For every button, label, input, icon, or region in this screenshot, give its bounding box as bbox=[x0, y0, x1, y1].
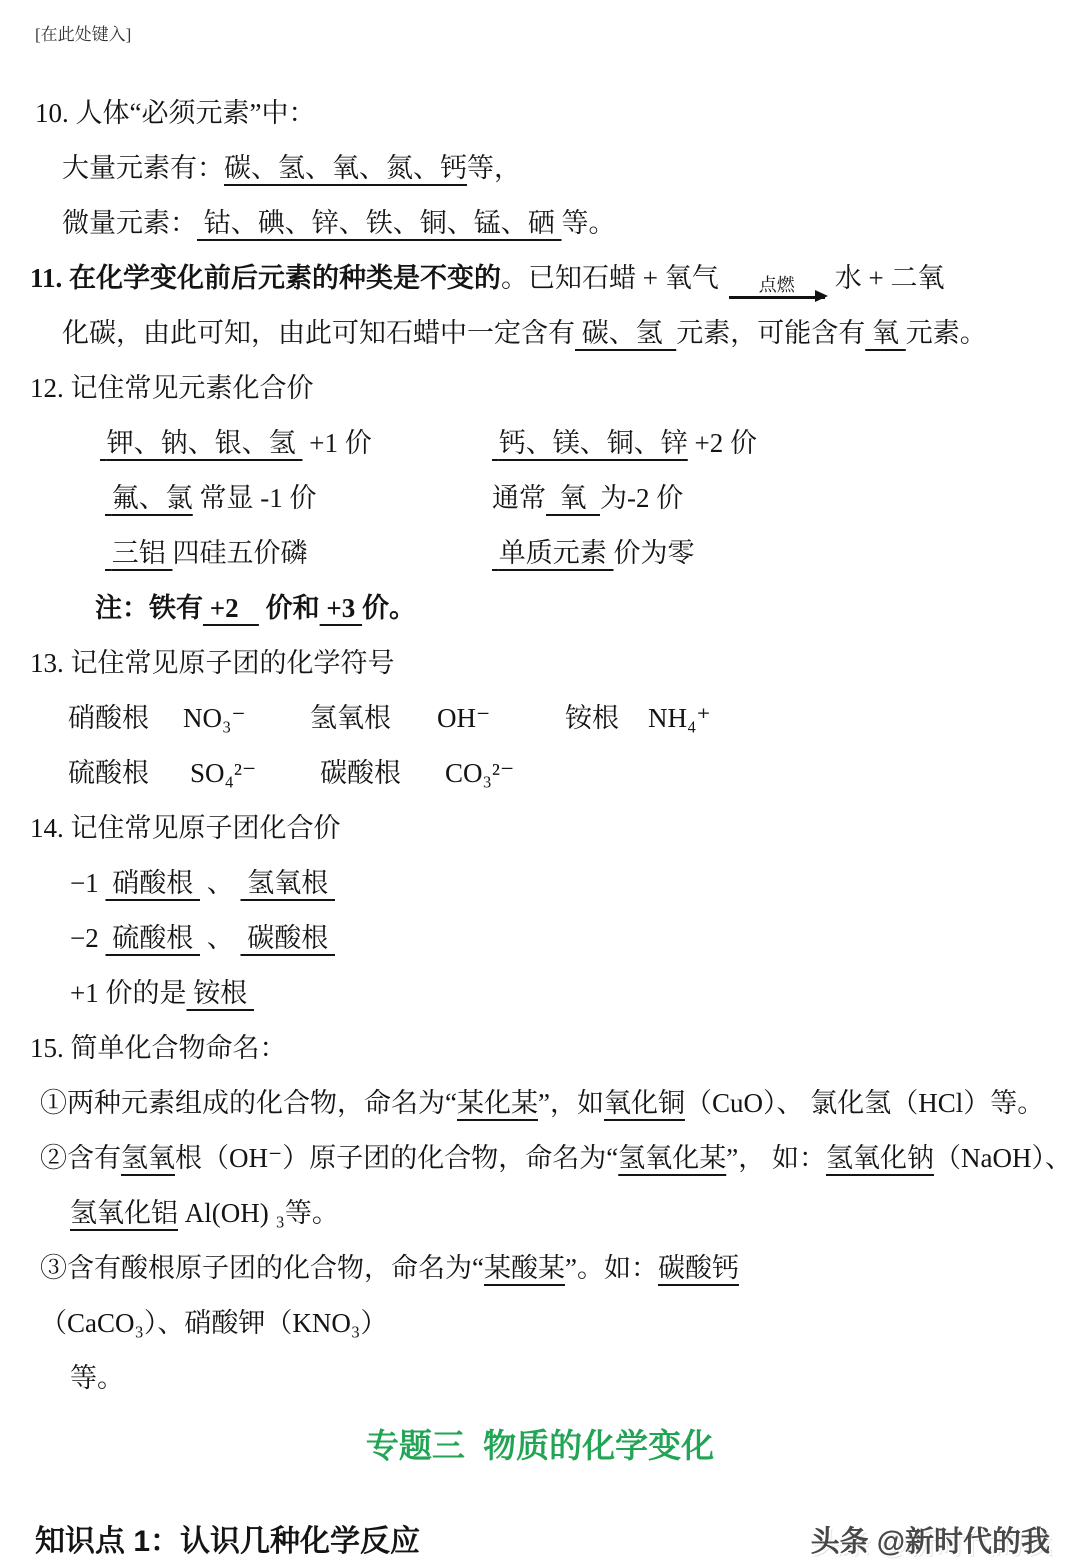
item-11-line-2 bbox=[62, 306, 1080, 361]
text-segment: 碳酸根 bbox=[240, 923, 335, 953]
formula-carbonate: CO₃²⁻ bbox=[445, 758, 515, 788]
valence-row-3-left bbox=[105, 526, 492, 581]
item-10-title: 10. 人体“必须元素”中： bbox=[35, 98, 316, 128]
text-segment: +1 价 bbox=[302, 428, 372, 458]
text-segment: 碳酸钙 bbox=[657, 1253, 739, 1283]
reaction-condition-arrow bbox=[729, 276, 825, 299]
radical-symbols-row-2 bbox=[68, 746, 1080, 801]
text-segment: 价。 bbox=[362, 593, 417, 623]
iron-valence-note bbox=[95, 581, 1080, 636]
text-segment: 氧化铜 bbox=[603, 1088, 685, 1118]
text-segment: 等。 bbox=[70, 1363, 124, 1393]
text-segment: 单质元素 bbox=[492, 538, 614, 568]
text-segment: 大量元素有： bbox=[62, 153, 224, 183]
ignite-condition-label: 点燃 bbox=[758, 275, 795, 295]
text-segment: 某酸某 bbox=[483, 1253, 565, 1283]
text-segment: 钾、钠、银、氢 bbox=[100, 428, 303, 458]
text-segment: 某化某 bbox=[456, 1088, 538, 1118]
valence-row-1 bbox=[0, 416, 1080, 471]
text-segment: 元素，可能含有 bbox=[676, 318, 866, 348]
text-segment: （CuO）、 氯化氢（HCl）等。 bbox=[684, 1088, 1045, 1118]
text-segment: 。已知石蜡 + 氧气 bbox=[501, 263, 719, 293]
radical-label-nitrate: 硝酸根 bbox=[68, 703, 149, 733]
text-segment: 氧 bbox=[546, 483, 600, 513]
radical-label-hydroxide: 氢氧根 bbox=[310, 703, 391, 733]
text-segment: 氢氧化钠 bbox=[825, 1143, 934, 1173]
item-10-major-elements bbox=[62, 141, 1080, 196]
text-segment: +3 bbox=[319, 593, 363, 623]
text-segment: 、 bbox=[199, 868, 241, 898]
radical-label-carbonate: 碳酸根 bbox=[320, 758, 401, 788]
valence-row-3-right bbox=[492, 526, 695, 581]
text-segment: 、 bbox=[199, 923, 241, 953]
text-segment: 11. 在化学变化前后元素的种类是不变的 bbox=[30, 263, 502, 293]
item-14-title: 14. 记住常见原子团化合价 bbox=[30, 813, 341, 843]
formula-hydroxide: OH⁻ bbox=[437, 703, 491, 733]
text-segment: 氢氧根 bbox=[240, 868, 335, 898]
text-segment: 元素。 bbox=[905, 318, 987, 348]
knowledge-point-heading: 知识点 1：认识几种化学反应 bbox=[35, 1525, 421, 1558]
text-segment: −1 bbox=[70, 868, 106, 898]
item-11-line-1 bbox=[30, 251, 1080, 306]
text-segment: 注：铁有 bbox=[95, 593, 203, 623]
text-segment: 氢氧 bbox=[121, 1143, 175, 1173]
text-segment: ”， 如： bbox=[726, 1143, 826, 1173]
toutiao-watermark: 头条 @新时代的我 bbox=[810, 1526, 1050, 1558]
naming-rule-3 bbox=[40, 1241, 1080, 1351]
valence-row-2 bbox=[0, 471, 1080, 526]
radical-symbols-row-1 bbox=[68, 691, 1080, 746]
text-segment: 三铝 bbox=[105, 538, 173, 568]
text-segment: 根（OH⁻）原子团的化合物，命名为“ bbox=[175, 1143, 619, 1173]
text-segment: ”。如： bbox=[564, 1253, 658, 1283]
naming-rule-2 bbox=[40, 1131, 1080, 1186]
text-segment: 常显 -1 价 bbox=[192, 483, 317, 513]
formula-ammonium: NH₄⁺ bbox=[648, 703, 711, 733]
text-segment: 钴、碘、锌、铁、铜、锰、硒 bbox=[197, 208, 562, 238]
radical-valence-minus-1 bbox=[70, 856, 1080, 911]
valence-row-1-left bbox=[100, 416, 492, 471]
text-segment: 钙、镁、铜、锌 bbox=[492, 428, 688, 458]
formula-sulfate: SO₄²⁻ bbox=[190, 758, 257, 788]
text-segment: ①两种元素组成的化合物，命名为“ bbox=[40, 1088, 457, 1118]
text-segment: 等。 bbox=[561, 208, 616, 238]
text-segment: ②含有 bbox=[40, 1143, 121, 1173]
text-segment: 铵根 bbox=[186, 978, 254, 1008]
valence-row-1-right bbox=[492, 416, 757, 471]
text-segment: 价和 bbox=[258, 593, 320, 623]
item-15-title: 15. 简单化合物命名： bbox=[30, 1033, 287, 1063]
text-segment: 通常 bbox=[492, 483, 546, 513]
naming-rule-1 bbox=[40, 1076, 1080, 1131]
arrow-shaft bbox=[729, 296, 825, 299]
valence-row-3 bbox=[0, 526, 1080, 581]
valence-row-2-right bbox=[492, 471, 683, 526]
text-segment: +2 bbox=[203, 593, 259, 623]
text-segment: 碳、氢、氧、氮、钙 bbox=[224, 153, 467, 183]
text-segment: （NaOH）、 bbox=[933, 1143, 1072, 1173]
text-segment: 水 + 二氧 bbox=[834, 263, 945, 293]
text-segment: ”，如 bbox=[537, 1088, 604, 1118]
radical-valence-plus-1 bbox=[70, 966, 1080, 1021]
text-segment: 化碳，由此可知，由此可知石蜡中一定含有 bbox=[62, 318, 575, 348]
text-segment: 氢氧化铝 bbox=[70, 1198, 178, 1228]
page-bottom-row bbox=[35, 1522, 1050, 1562]
text-segment: +2 价 bbox=[687, 428, 757, 458]
item-13-title: 13. 记住常见原子团的化学符号 bbox=[30, 648, 395, 678]
radical-label-ammonium: 铵根 bbox=[565, 703, 619, 733]
text-segment: 碳、氢 bbox=[575, 318, 677, 348]
text-segment: 为-2 价 bbox=[600, 483, 684, 513]
text-segment: 硫酸根 bbox=[105, 923, 200, 953]
naming-rule-2-cont bbox=[70, 1186, 1080, 1241]
section-title-topic-3: 专题三 物质的化学变化 bbox=[365, 1427, 715, 1464]
item-12-title: 12. 记住常见元素化合价 bbox=[30, 373, 314, 403]
text-segment: 价为零 bbox=[613, 538, 695, 568]
type-here-placeholder[interactable]: [在此处键入] bbox=[35, 25, 132, 44]
valence-row-2-left bbox=[105, 471, 492, 526]
text-segment: ③含有酸根原子团的化合物，命名为“ bbox=[40, 1253, 484, 1283]
text-segment: 氧 bbox=[865, 318, 906, 348]
text-segment: 微量元素： bbox=[62, 208, 197, 238]
text-segment: +1 价的是 bbox=[70, 978, 187, 1008]
text-segment: 氟、氯 bbox=[105, 483, 193, 513]
radical-label-sulfate: 硫酸根 bbox=[68, 758, 149, 788]
text-segment: Al(OH) ₃等。 bbox=[178, 1198, 339, 1228]
formula-nitrate: NO₃⁻ bbox=[183, 703, 246, 733]
text-segment: 硝酸根 bbox=[105, 868, 200, 898]
naming-rule-3-cont bbox=[70, 1351, 1080, 1406]
text-segment: −2 bbox=[70, 923, 106, 953]
text-segment: 氢氧化某 bbox=[618, 1143, 727, 1173]
text-segment: 等， bbox=[467, 153, 521, 183]
text-segment: 四硅五价磷 bbox=[172, 538, 308, 568]
item-10-trace-elements bbox=[62, 196, 1080, 251]
text-segment: （CaCO₃）、硝酸钾（KNO₃） bbox=[40, 1308, 388, 1338]
radical-valence-minus-2 bbox=[70, 911, 1080, 966]
